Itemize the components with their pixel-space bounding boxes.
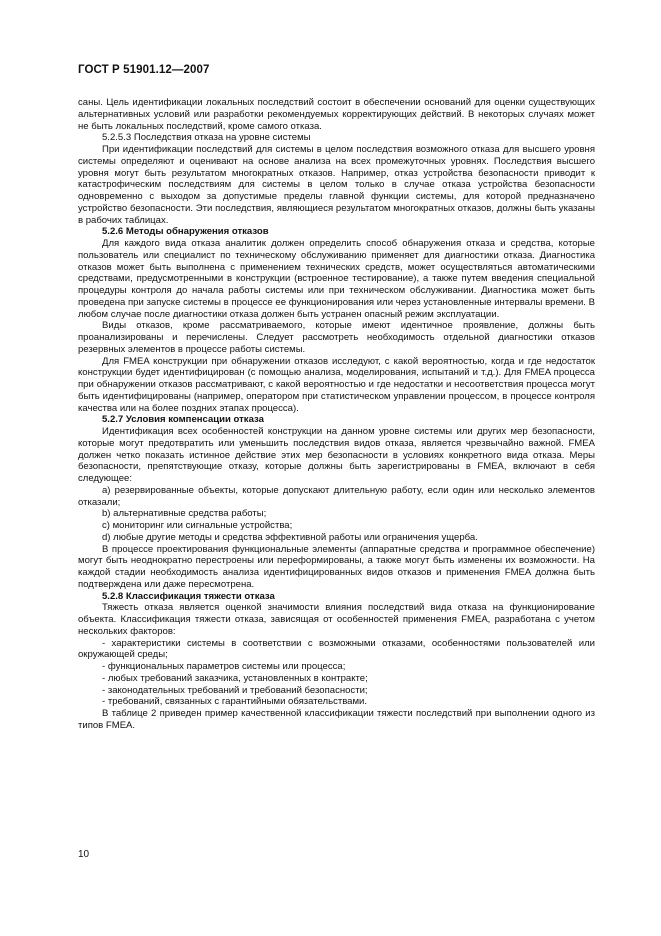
paragraph-fmea-detection: Для FMEA конструкции при обнаружении отказов исследуют, с какой вероятностью, когда и где недостаток конструкции будет идентифицирован (с помощью анализа, моделирования, испытаний и т.д.). Для FMEA процесса при обнаружении отказов рассматривают, с какой вероятностью и где недостатки и несоответствия процесса могут быть идентифицированы (например, оператором при статистическом управлении процессом, в процессе контроля качества или на более поздних этапах процесса). — [78, 355, 595, 414]
paragraph-continuation: саны. Цель идентификации локальных последствий состоит в обеспечении оснований для оценки существующих альтернативных условий или разработки рекомендуемых корректирующих действий. В некоторых случаях может не быть локальных последствий, кроме самого отказа. — [78, 97, 595, 132]
dash-item-5: - требований, связанных с гарантийными обязательствами. — [102, 696, 368, 708]
dash-item-3: - любых требований заказчика, установленных в контракте; — [102, 672, 368, 684]
dash-item-4: - законодательных требований и требований безопасности; — [102, 684, 368, 696]
subsection-5-2-5-3-heading: 5.2.5.3 Последствия отказа на уровне системы — [102, 132, 311, 144]
paragraph-table-reference: В таблице 2 приведен пример качественной классификации тяжести последствий при выполнении одного из типов FMEA. — [78, 708, 595, 731]
paragraph-identical-failures: Виды отказов, кроме рассматриваемого, которые имеют идентичное проявление, должны быть проанализированы и перечислены. Следует рассмотреть необходимость отдельной диагностики отказов резервных элементов в процессе работы системы. — [78, 320, 595, 355]
list-item-b: b) альтернативные средства работы; — [102, 508, 267, 520]
paragraph-compensation: Идентификация всех особенностей конструкции на данном уровне системы или других мер безопасности, которые могут предотвратить или уменьшить последствия видов отказа, является чрезвычайно важной. FMEA должен четко показать истинное действие этих мер безопасности в условиях конкретного вида отказа. Меры безопасности, препятствующие отказу, которые должны быть зарегистрированы в FMEA, включают в себя следующее: — [78, 426, 595, 484]
paragraph-detection-methods: Для каждого вида отказа аналитик должен определить способ обнаружения отказа и средства, которые пользователь или специалист по техническому обслуживанию применяет для диагностики отказа. Диагностика отказов может быть выполнена с применением технических средств, может осуществляться автоматическими средствами, предусмотренными в конструкции (встроенное тестирование), а также путем введения специальной процедуры контроля до начала работы системы или при техническом обслуживании. Диагностика может быть проведена при запуске системы в процессе ее функционирования или через установленные интервалы времени. В любом случае после диагностики отказа должен быть устранен опасный режим эксплуатации. — [78, 238, 595, 320]
paragraph-design-process: В процессе проектирования функциональные элементы (аппаратные средства и программное обеспечение) могут быть неоднократно перестроены или переформированы, а также могут быть изменены их возможности. На каждой стадии необходимость анализа идентифицированных видов отказов и применения FMEA должна быть подтверждена или даже пересмотрена. — [78, 543, 595, 590]
section-5-2-6-heading: 5.2.6 Методы обнаружения отказов — [102, 226, 269, 238]
paragraph-severity: Тяжесть отказа является оценкой значимости влияния последствий вида отказа на функционирование объекта. Классификация тяжести отказа, зависящая от особенностей применения FMEA, разработана с учетом нескольких факторов: — [78, 602, 595, 637]
document-body — [78, 97, 595, 732]
list-item-a: а) резервированные объекты, которые допускают длительную работу, если один или несколько элементов отказали; — [78, 484, 595, 508]
dash-item-2: - функциональных параметров системы или процесса; — [102, 661, 346, 672]
page-number: 10 — [78, 849, 90, 860]
dash-item-1: - характеристики системы в соответствии с возможными отказами, особенностями пользователей или окружающей среды; — [78, 637, 595, 661]
list-item-d: d) любые другие методы и средства эффективной работы или ограничения ущерба. — [102, 531, 478, 543]
list-item-c: c) мониторинг или сигнальные устройства; — [102, 520, 293, 531]
document-header: ГОСТ Р 51901.12—2007 — [78, 64, 210, 76]
document-page — [78, 64, 595, 732]
paragraph-system-level-effects: При идентификации последствий для системы в целом последствия возможного отказа для высшего уровня системы определяют и оценивают на основе анализа на всех промежуточных уровнях. Последствия высшего уровня могут быть результатом многократных отказов. Например, отказ устройства безопасности приводит к катастрофическим последствиям для системы в целом только в случае отказа устройства безопасности одновременно с выходом за допустимые пределы главной функции системы, для которой предназначено устройство безопасности. Эти последствия, являющиеся результатом многократных отказов, должны быть указаны в рабочих таблицах. — [78, 144, 595, 226]
section-5-2-8-heading: 5.2.8 Классификация тяжести отказа — [102, 590, 275, 602]
section-5-2-7-heading: 5.2.7 Условия компенсации отказа — [102, 414, 264, 426]
